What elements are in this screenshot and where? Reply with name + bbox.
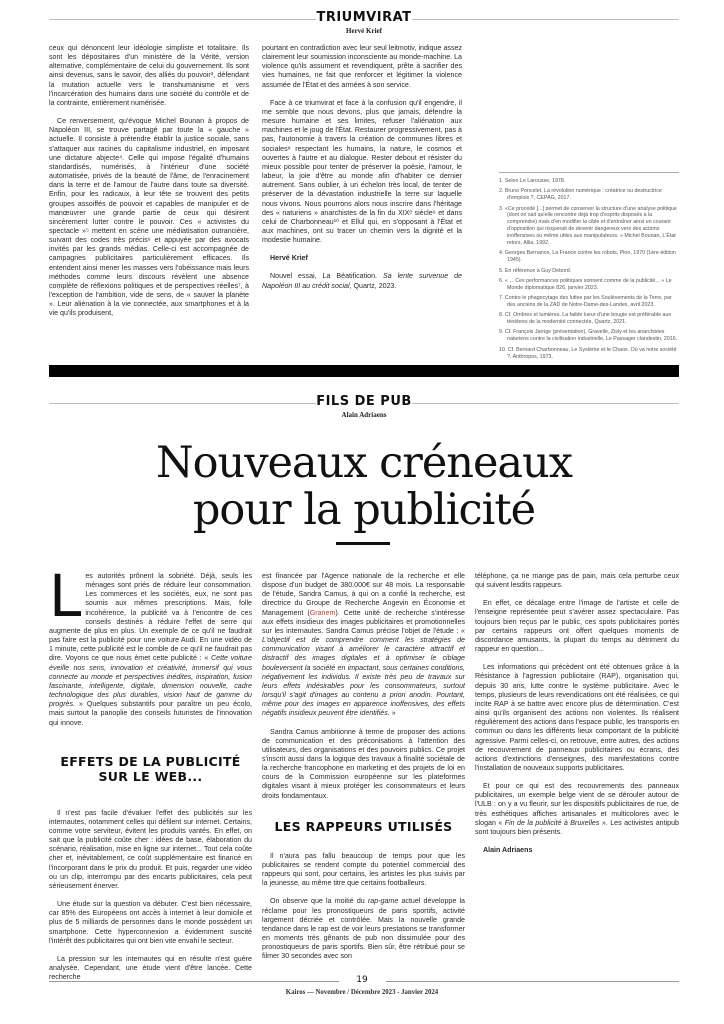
headline-line-2: pour la publicité — [192, 485, 536, 535]
footnote: 5. En référence à Guy Debord. — [499, 267, 572, 274]
header-rule-right — [411, 19, 679, 20]
top-column-1 — [49, 44, 249, 328]
subheading-effets — [49, 754, 252, 784]
footnote: 2. Bruno Poncelet, La révolution numérique : créatrice ou destructrice d'emplois ?, CEPAG, 2017. — [499, 188, 662, 202]
signature: Alain Adriaens — [483, 846, 533, 855]
footnotes — [499, 172, 679, 364]
paragraph — [262, 897, 465, 961]
book-note-text: Nouvel essai, La Béatification. — [270, 272, 383, 281]
header-rule-left — [49, 19, 317, 20]
paragraph-text: est financée par l'Agence nationale de la recherche et elle dispose d'un budget de 380.000€ sur 48 mois. La responsable de l'étude, Sandra Camus, à qui on a confié la recherche, est directrice du Groupe de Recherche Angevin en Économie et Management ( — [262, 572, 465, 617]
article-column-3 — [475, 572, 679, 864]
paragraph: pourtant en contradiction avec leur seul leitmotiv, indique assez clairement leur soumission inconsciente au monde-machine. La violence qu'ils assument et revendiquent, prête à sacrifier des vies humaines, ne fait que renforcer et légitimer la violence assumée de l'État et des armées à son service. — [262, 44, 462, 89]
intro-text: es autorités prônent la sobriété. Déjà, seuls les ménages sont priés de réduire leur consommation. Les commerces et les sociétés, eux, ne sont pas soumis aux mêmes prescriptions. Mais, folle incohérence, la publicité va à l'encontre de ces conseils destinés à réduire l'effet de serre qui augmente de plus en plus. Un exemple de ce qu'il ne faudrait pas faire est la publicité pour une voiture Audi. En une vidéo de 1 minute, cette publicité est le comble de ce qu'il ne faudrait pas dire. Voyons ce que nous émet cette publicité : « — [49, 572, 252, 663]
section-kicker: FILS DE PUB — [316, 394, 412, 409]
page-number: 19 — [356, 975, 368, 985]
section-kicker: TRIUMVIRAT — [316, 10, 412, 25]
section-author: Hervé Krief — [346, 27, 382, 35]
paragraph-text: Et pour ce qui est des recouvrements des panneaux publicitaires, un exemple belge vient de se dérouler autour de l'ULB : on y a vu fleurir, sur les dispositifs publicitaires de rue, de très esthétiques affiches artisanales et multicolores avec le slogan « — [475, 782, 679, 827]
footnote: 10. Cf. Bernard Charbonneau, Le Système et le Chaos. Où va notre société ?, Anthropos, 1973. — [499, 346, 677, 360]
paragraph: En effet, ce décalage entre l'image de l'artiste et celle de l'enseigne représentée peut s'avérer assez spectaculaire. Pas toujours bien reçus par le public, ces spots publicitaires portés par certains rappeurs ont offert quelques moments de discordance amusants, la plupart du temps au détriment du rappeur en question... — [475, 599, 679, 654]
section-header-triumvirat — [49, 8, 679, 35]
paragraph: Face à ce triumvirat et face à la confusion qu'il engendre, il me semble que nous devons, plus que jamais, défendre la mesure humaine et ses limites, refuser l'aliénation aux machines et le joug de l'État. Restaurer progressivement, pas à pas, l'autonomie à travers la création de communes libres et sociales⁸ respectant les humains, la nature, le cosmos et ouvertes à l'autre et au dialogue. Rester debout et résister du mieux possible pour tenter de préserver la poésie, l'amour, le labeur, la joie d'être au monde afin d'habiter ce dernier autrement. Sans oublier, à un échelon très local, de tenter de préserver de la dévastation industrielle la terre sur laquelle nous vivons. Nous pourrons alors nous inscrire dans l'héritage des « naturiens » anarchistes de la fin du XIXᵉ siècle⁹ et dans celui de Charbonneau¹⁰ et Ellul qui, en s'opposant à l'État et aux machines, ont su tracer un chemin vers la dignité et la modestie humaine. — [262, 98, 462, 245]
footer-rule-right — [386, 981, 679, 982]
paragraph-text: ». Les activistes antipub sont toujours bien présents. — [475, 818, 679, 836]
paragraph: téléphone, ça ne mange pas de pain, mais cela perturbe ceux qui suivent lesdits rappeurs. — [475, 572, 679, 590]
intro-quote: Cette voiture éveille nos sens, innovation et créativité, immersif qui vous connecte au monde et perspectives inédites, inspiration, fusion fascinante, intelligente, digitale, dimension nouvelle, cadre technologique des plus durables, vision haut de gamme du progrès. — [49, 654, 252, 709]
top-column-2 — [262, 44, 462, 300]
footer-rule-left — [49, 981, 339, 982]
paragraph-text: On observe que la moitié du — [270, 897, 368, 906]
footnote: 8. Cf. Ombres et lumières. La faible lueur d'une bougie est préférable aux ténèbres de la modernité connectée, Quartz, 2021. — [499, 312, 672, 326]
paragraph: Ce renversement, qu'évoque Michel Bounan à propos de Napoléon III, se trouve partagé par toute la « gauche » actuelle. Il consiste à prétendre établir la justice sociale, sans s'attaquer aux racines du capitalisme industriel, en imposant une dictature abjecte⁴. Celle qui impose l'égalité d'humains standardisés, numérisés, à l'intérieur d'une société automatisée, privés de la beauté de l'âme, de l'enracinement dans la terre et de l'amour de l'autre dans toute sa diversité. Enfin, pour les radicaux, à leur tête se trouvent des petits groupes assoiffés de pouvoir et capables de manipuler et de manœuvrer une grande partie de ceux qui désirent sincèrement lutter contre le pouvoir. Ces « activistes du spectacle »⁵ mettent en scène une médiatisation outrancière, suivant des codes très précis⁶ et appuyée par des avocats invités par les grands médias. Celle-ci est accompagnée de campagnes publicitaires particulièrement efficaces. Ils entendent ainsi mener les masses vers l'obéissance mais leurs méthodes comme leurs discours révèlent une absence complète de réflexions politiques et de perspectives réelles⁷, à l'exception de l'ambition, vide de sens, de « sauver la planète ». Leur aliénation à la vie connectée, aux smartphones et à la vie qu'ils produisent, — [49, 117, 249, 318]
paragraph: Les informations qui précèdent ont été obtenues grâce à la Résistance à l'agression publicitaire (RAP), organisation qui, depuis 30 ans, lutte contre le système publicitaire. Avec le temps, plusieurs de leurs revendications ont été réalisées, ce qui incite RAP à se battre avec encore plus de détermination. C'est ainsi qu'ils organisent des actions non violentes. Ils réalisent régulièrement des actions dans l'espace public, les transports en commun ou dans les différents lieux comportant de la publicité agressive. Parmi celles-ci, on retrouve, entre autres, des actions de recouvrement de panneaux publicitaires ou écrans, des actions d'extinctions d'enseignes, des manifestations contre l'installation de nouveaux supports publicitaires. — [475, 663, 679, 772]
section-divider-bar — [49, 365, 679, 377]
book-note-title: Sa lente survenue de Napoléon III au crédit social — [262, 272, 462, 290]
footnote: 1. Selon Le Larousse, 1978. — [499, 178, 566, 184]
paragraph: ceux qui dénoncent leur idéologie simpliste et totalitaire. Ils sont les dépositaires d'un ministère de la Vérité, version alternative, complémentaire de celui du gouvernement. Ils sont ainsi devenus, sans le savoir, des alliés du pouvoir³, défendant la mutation actuelle vers le transhumanisme et vers l'incarcération des humains dans une société du contrôle et de la contrainte, entièrement numérisée. — [49, 44, 249, 107]
footnote: 4. Georges Bernanos, La France contre les robots, Plon, 1970 (1ère édition 1945). — [499, 250, 676, 264]
paragraph: Une étude sur la question va débuter. C'est bien nécessaire, car 85% des Européens ont accès à internet à leur domicile et plus de 5 milliards de personnes dans le monde possèdent un smartphone. Cette hyperconnexion a évidemment suscité l'intérêt des publicitaires qui ont bien vite envahi le secteur. — [49, 900, 252, 945]
article-column-1 — [49, 562, 252, 991]
intro-text: » Quelques substantifs pour paraître un peu écolo, mais surtout la panoplie des conseils futuristes de l'innovation qui innove. — [49, 700, 252, 727]
quote-text: L'objectif est de comprendre comment les stratégies de communication visant à améliorer le caractère attractif et distractif des images digitales et à optimiser le ciblage bouleversent la société en impactant, sous certaines conditions, négativement les individus. Il existe très peu de travaux sur leurs effets indésirables pour les consommateurs, surtout lorsqu'il s'agit d'images au contenu a priori anodin. Pourtant, même pour des images en apparence inoffensives, des effets négatifs insidieux peuvent être identifiés. — [262, 636, 465, 718]
paragraph-text: » — [389, 709, 396, 718]
paragraph: La pression sur les internautes qui en résulte n'est guère analysée. Cependant, une étude vient d'être lancée. Cette recherche — [49, 954, 252, 982]
paragraph-text: actuel développe la réclame pour les pronostiqueurs de paris sportifs, activité largement décriée et contrôlée. Mais la nouvelle grande tendance dans le rap est de voir leurs prestations se transformer en moments très gênants de pub non dissimulée pour des pronostiqueurs de paris sportifs. Bien sûr, être rétribué pour se filmer 30 secondes avec son — [262, 897, 465, 961]
section-header-fils-de-pub — [49, 392, 679, 419]
article-column-2 — [262, 572, 465, 970]
paragraph: Sandra Camus ambitionne à terme de proposer des actions de communication et des préconisations à l'attention des utilisateurs, des organisations et des pouvoirs publics. Ce projet s'inscrit aussi dans la logique des travaux à finalité sociétale de la recherche francophone en marketing et des projets de loi en cours de la Commission européenne sur les plateformes digitales visant à mieux protéger les consommateurs et leurs droits fondamentaux. — [262, 727, 465, 800]
issue-line: Kairos — Novembre / Décembre 2023 - Janvier 2024 — [285, 989, 439, 996]
footnote: 7. Contre le phagocytage des luttes par les Soulèvements de la Terre, par des anciens de la ZAD de Notre-Dame-des-Landes, avril 2023. — [499, 295, 672, 308]
header-rule-right — [411, 403, 679, 404]
subheading-line: EFFETS DE LA PUBLICITÉ — [60, 753, 241, 769]
paragraph: Il n'est pas facile d'évaluer l'effet des publicités sur les internautes, notamment celles qui défilent sur internet. Certains, comme votre serviteur, évitent les produits vantés. En effet, on sait que la publicité coûte cher : idées de base, élaboration du scénario, réalisation, mise en ligne sur internet... Tout cela coûte cher et, inévitablement, ce coût supplémentaire est financé en l'incorporant dans le prix du produit. Et puis, regarder une vidéo ou un clip, interrompu par des encarts publicitaires, cela peut sérieusement énerver. — [49, 808, 252, 890]
headline-line-1: Nouveaux créneaux — [155, 438, 572, 488]
footnote: 9. Cf. François Jarrige (présentation), Gravelle, Zisly et les anarchistes naturiens contre la civilisation industrielle, Le Passager clandestin, 2016. — [499, 329, 678, 343]
paragraph: Il n'aura pas fallu beaucoup de temps pour que les publicitaires se rendent compte du potentiel commercial des rappeurs qui sont, pour certains, les artistes les plus suivis par la jeunesse, au même titre que certains footballeurs. — [262, 851, 465, 888]
book-note — [262, 272, 462, 290]
footnote: 3. «Ce procédé [...] permet de conserver la structure d'une analyse politique (dont on sait qu'elle rencontre déjà trop d'esprits disposés à la comprendre) mais d'en modifier la cible et d'entraîner ainsi un courant d'opposition qui risquerait de devenir dangereux vers des actions inoffensives ou même utiles aux manipulateurs. » Michel Bounan, L'État retors, Allia, 1992. — [499, 205, 677, 247]
granem-link[interactable]: Granem — [309, 608, 336, 617]
slogan: Fin de la publicité à Bruxelles — [504, 818, 600, 827]
subheading-rappeurs: LES RAPPEURS UTILISÉS — [274, 818, 453, 834]
drop-cap: L — [49, 562, 82, 630]
article-headline — [49, 440, 679, 534]
book-note-text: , Quartz, 2023. — [349, 281, 397, 290]
subheading-line: SUR LE WEB... — [98, 768, 203, 784]
paragraph-italic: rap-game — [367, 897, 399, 906]
paragraph — [262, 572, 465, 719]
paragraph-text: ). Cette unité de recherche s'intéresse aux effets insidieux des images publicitaires et promotionnelles sur les internautes. Sandra Camus précise l'objet de l'étude : « — [262, 608, 465, 635]
intro-paragraph — [49, 562, 252, 728]
footnote: 6. « ... Ces performances politiques sonnent comme de la publicité... » Le Monde diplomatique 826, janvier 2023. — [499, 277, 672, 291]
header-rule-left — [49, 403, 317, 404]
paragraph — [475, 782, 679, 837]
signature: Hervé Krief — [270, 254, 308, 263]
section-author: Alain Adriaens — [341, 411, 387, 419]
headline-underline — [336, 542, 390, 545]
